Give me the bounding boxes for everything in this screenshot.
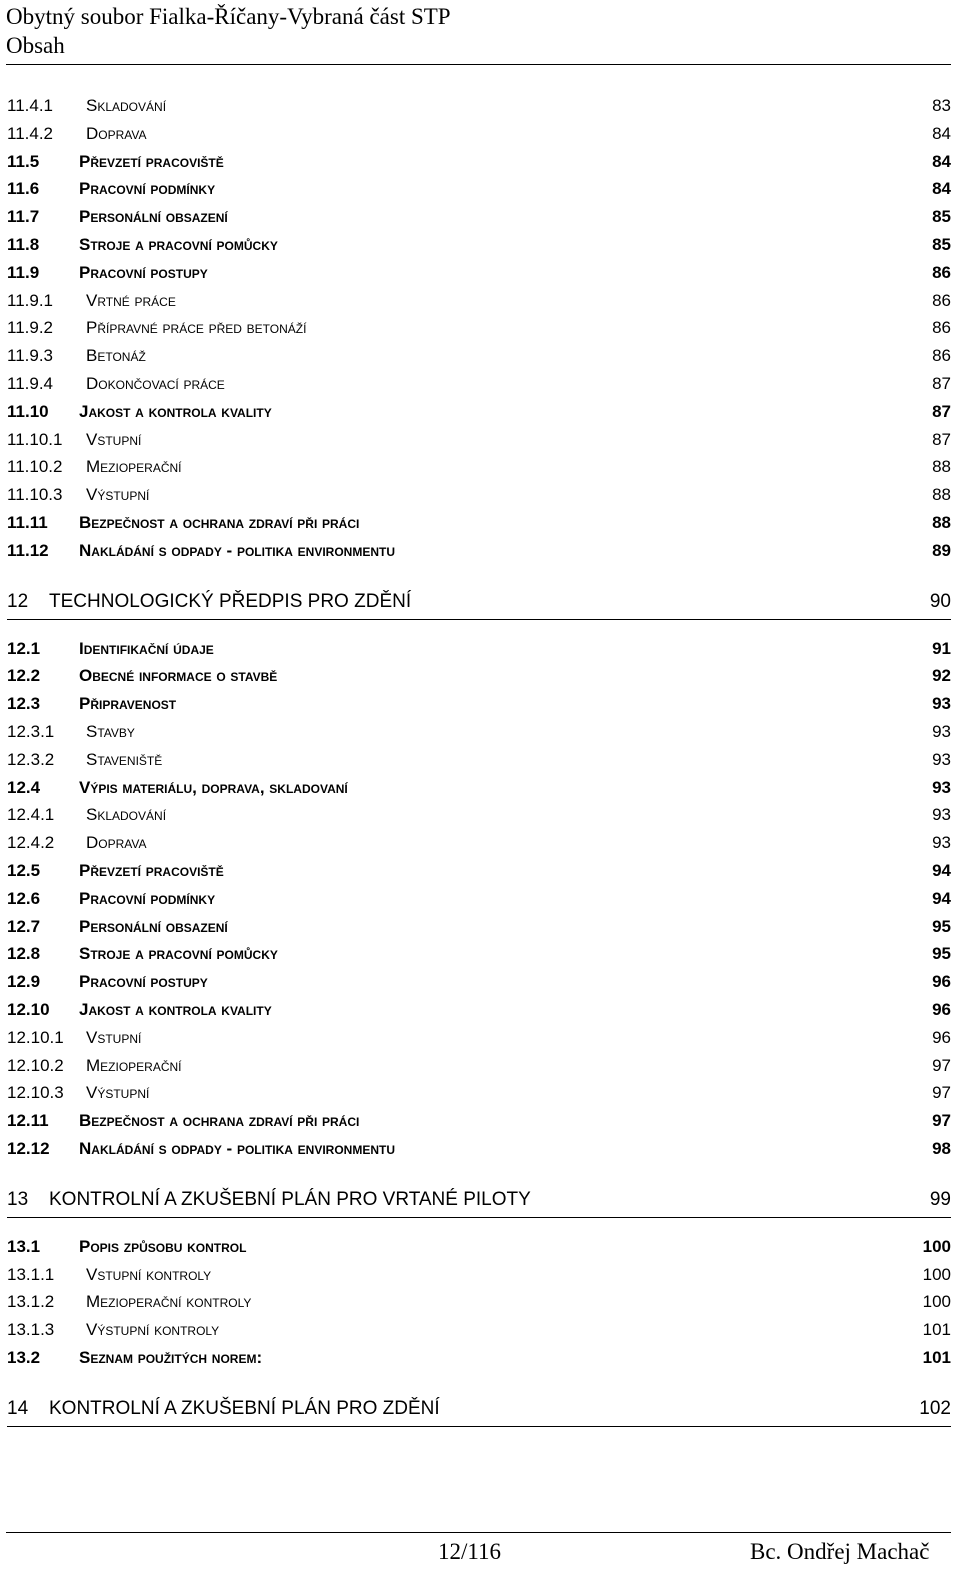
toc-entry-number: 12.10.3 <box>7 1083 64 1103</box>
toc-entry[interactable] <box>7 746 951 774</box>
toc-entry-number: 12.1 <box>7 638 41 658</box>
toc-entry[interactable] <box>7 718 951 746</box>
toc-entry[interactable] <box>7 120 951 148</box>
toc-entry-number: 11.4.1 <box>7 96 54 115</box>
toc-entry-number: 14 <box>7 1397 29 1419</box>
toc-entry-number: 12.3 <box>7 694 41 714</box>
toc-entry-number: 12.11 <box>7 1111 49 1131</box>
toc-entry-page: 83 <box>932 96 951 115</box>
toc-entry[interactable] <box>7 1233 951 1261</box>
toc-entry-page: 93 <box>932 694 951 714</box>
toc-entry-number: 11.10.2 <box>7 457 63 477</box>
toc-entry-title: Pracovní postupy <box>79 262 208 282</box>
toc-entry-number: 12.10 <box>7 1000 50 1019</box>
toc-entry-page: 86 <box>932 262 951 282</box>
toc-entry-title: Mezioperační <box>86 457 182 477</box>
toc-entry-title: Popis způsobu kontrol <box>79 1236 247 1256</box>
toc-entry-page: 97 <box>932 1055 951 1075</box>
toc-entry[interactable] <box>7 481 951 509</box>
author-name: Bc. Ondřej Machač <box>750 1539 930 1564</box>
toc-entry-number: 11.9 <box>7 262 40 282</box>
toc-entry-title: Skladování <box>86 805 167 825</box>
toc-entry[interactable] <box>7 996 951 1024</box>
toc-entry-title: Stroje a pracovní pomůcky <box>79 944 278 964</box>
toc-entry[interactable] <box>7 1052 951 1080</box>
toc-entry-title: Doprava <box>86 833 147 853</box>
toc-entry-title: Jakost a kontrola kvality <box>79 1000 272 1019</box>
toc-entry-number: 12.12 <box>7 1139 50 1158</box>
toc-entry-number: 11.9.2 <box>7 318 54 338</box>
toc-entry[interactable] <box>7 453 951 481</box>
toc-entry-title: Mezioperační <box>86 1055 182 1075</box>
toc-entry[interactable] <box>7 690 951 718</box>
toc-entry-page: 84 <box>932 123 951 143</box>
toc-entry[interactable] <box>7 801 951 829</box>
toc-entry-title: Výpis materiálu, doprava, skladovaní <box>79 777 348 797</box>
toc-entry-number: 11.11 <box>7 513 48 532</box>
toc-entry[interactable] <box>7 509 951 537</box>
toc-entry-number: 12.3.1 <box>7 722 55 741</box>
toc-entry[interactable] <box>7 1316 951 1344</box>
toc-entry-page: 96 <box>932 1000 951 1019</box>
toc-entry[interactable] <box>7 1135 951 1163</box>
toc-entry[interactable] <box>7 1079 951 1107</box>
toc-entry-number: 13.1.2 <box>7 1292 55 1312</box>
toc-entry-page: 88 <box>932 485 951 505</box>
toc-entry[interactable] <box>7 1392 951 1427</box>
toc-entry-number: 12.4 <box>7 777 41 797</box>
toc-entry-page: 84 <box>932 151 951 171</box>
toc-entry-title: Vrtné práce <box>86 290 176 310</box>
toc-entry-title: Jakost a kontrola kvality <box>79 401 272 421</box>
toc-entry-number: 13.1 <box>7 1236 41 1256</box>
toc-entry-page: 99 <box>929 1188 951 1210</box>
toc-entry-number: 11.12 <box>7 540 49 560</box>
page-number: 12/116 <box>438 1539 502 1564</box>
toc-entry-page: 96 <box>932 1027 951 1047</box>
toc-entry-title: Vstupní <box>86 429 142 449</box>
toc-entry-number: 11.10.1 <box>7 429 63 449</box>
toc-entry-title: Vstupní kontroly <box>86 1264 212 1284</box>
toc-entry-page: 90 <box>929 590 951 612</box>
toc-entry-title: Personální obsazení <box>79 916 228 936</box>
toc-entry-title: Bezpečnost a ochrana zdraví při práci <box>79 513 360 532</box>
toc-entry-page: 84 <box>932 179 951 199</box>
toc-entry-title: Převzetí pracoviště <box>79 861 224 880</box>
toc-entry-title: Doprava <box>86 123 147 143</box>
toc-entry-title: Pracovní podmínky <box>79 179 216 199</box>
toc-entry-number: 11.7 <box>7 207 40 227</box>
section-title: Obsah <box>6 33 65 58</box>
toc-entry[interactable] <box>7 774 951 802</box>
toc-entry[interactable] <box>7 585 951 620</box>
toc-entry-title: Převzetí pracoviště <box>79 151 224 171</box>
toc-entry-page: 100 <box>922 1236 951 1256</box>
toc-entry-number: 12.6 <box>7 888 41 908</box>
toc-entry-title: Seznam použitých norem: <box>79 1348 263 1367</box>
toc-entry[interactable] <box>7 857 951 885</box>
toc-entry[interactable] <box>7 1344 951 1372</box>
toc-entry[interactable] <box>7 398 951 426</box>
toc-entry[interactable] <box>7 662 951 690</box>
toc-entry-page: 93 <box>932 777 951 797</box>
toc-entry-number: 12 <box>7 590 29 612</box>
page-footer <box>6 1532 951 1564</box>
toc-entry[interactable] <box>7 537 951 565</box>
toc-entry-page: 89 <box>932 540 951 560</box>
toc-entry-title: Výstupní <box>86 485 150 505</box>
toc-entry-page: 96 <box>932 972 951 992</box>
toc-entry-page: 92 <box>932 666 951 686</box>
toc-entry[interactable] <box>7 1288 951 1316</box>
toc-entry-number: 11.10.3 <box>7 485 63 505</box>
toc-entry-page: 88 <box>932 513 951 532</box>
toc-entry[interactable] <box>7 1024 951 1052</box>
toc-entry-page: 101 <box>922 1348 951 1367</box>
toc-entry-page: 97 <box>932 1083 951 1103</box>
toc-entry-title: Vstupní <box>86 1027 142 1047</box>
toc-entry-title: Identifikační údaje <box>79 638 214 658</box>
page-header <box>6 2 951 65</box>
toc-entry-page: 87 <box>932 401 951 421</box>
toc-entry-title: Bezpečnost a ochrana zdraví při práci <box>79 1111 360 1131</box>
toc-entry-title: Stavby <box>86 722 135 741</box>
toc-entry-page: 102 <box>919 1397 951 1419</box>
toc-entry-number: 12.4.2 <box>7 833 55 853</box>
toc-entry-number: 12.10.1 <box>7 1027 64 1047</box>
toc-entry-title: Výstupní <box>86 1083 150 1103</box>
toc-entry-page: 93 <box>932 749 951 769</box>
toc-entry-title: Betonáž <box>86 346 146 366</box>
toc-entry[interactable] <box>7 370 951 398</box>
toc-entry-page: 93 <box>932 833 951 853</box>
toc-entry-title: Výstupní kontroly <box>86 1320 220 1340</box>
toc-entry-page: 91 <box>932 638 951 658</box>
toc-entry[interactable] <box>7 913 951 941</box>
toc-entry-number: 11.9.4 <box>7 374 54 393</box>
toc-entry-number: 11.8 <box>7 235 40 254</box>
toc-entry-page: 95 <box>932 944 951 964</box>
toc-entry-number: 12.8 <box>7 944 41 964</box>
toc-entry[interactable] <box>7 1261 951 1289</box>
toc-entry-number: 12.9 <box>7 972 41 992</box>
document-title: Obytný soubor Fialka-Říčany-Vybraná část STP <box>6 4 451 29</box>
toc-entry[interactable] <box>7 968 951 996</box>
toc-entry-page: 93 <box>932 805 951 825</box>
toc-entry-number: 12.10.2 <box>7 1055 64 1075</box>
toc-entry-page: 86 <box>932 346 951 366</box>
toc-entry[interactable] <box>7 175 951 203</box>
toc-entry-title: Mezioperační kontroly <box>86 1292 252 1312</box>
toc-entry-page: 94 <box>932 888 951 908</box>
toc-entry-title: Skladování <box>86 96 167 115</box>
toc-entry[interactable] <box>7 342 951 370</box>
toc-entry[interactable] <box>7 287 951 315</box>
toc-entry-title: Dokončovací práce <box>86 374 225 393</box>
toc-entry-title: Nakládání s odpady - politika environmentu <box>79 1139 396 1158</box>
toc-entry-number: 12.4.1 <box>7 805 55 825</box>
toc-entry-number: 12.3.2 <box>7 749 55 769</box>
toc-entry[interactable] <box>7 92 951 120</box>
toc-entry-number: 11.10 <box>7 401 49 421</box>
toc-entry-page: 95 <box>932 916 951 936</box>
toc-entry-number: 11.9.3 <box>7 346 54 366</box>
toc-entry-page: 100 <box>922 1292 951 1312</box>
toc-entry-number: 12.7 <box>7 916 41 936</box>
toc-entry-page: 88 <box>932 457 951 477</box>
toc-entry[interactable] <box>7 1183 951 1218</box>
toc-entry-page: 87 <box>932 374 951 393</box>
toc-entry[interactable] <box>7 426 951 454</box>
toc-entry[interactable] <box>7 829 951 857</box>
toc-entry[interactable] <box>7 1107 951 1135</box>
toc-entry-title: Stroje a pracovní pomůcky <box>79 235 278 254</box>
toc-entry-number: 12.2 <box>7 666 41 686</box>
toc-entry-number: 12.5 <box>7 861 41 880</box>
toc-entry[interactable] <box>7 940 951 968</box>
toc-entry-number: 11.4.2 <box>7 123 54 143</box>
toc-entry-page: 86 <box>932 290 951 310</box>
toc-entry[interactable] <box>7 231 951 259</box>
toc-entry[interactable] <box>7 885 951 913</box>
toc-entry-page: 85 <box>932 207 951 227</box>
toc-entry-number: 13.1.1 <box>7 1264 55 1284</box>
toc-entry-page: 100 <box>922 1264 951 1284</box>
toc-entry-title: TECHNOLOGICKÝ PŘEDPIS PRO ZDĚNÍ <box>49 590 412 612</box>
toc-entry-number: 11.5 <box>7 151 40 171</box>
toc-entry-number: 13.2 <box>7 1348 41 1367</box>
toc-entry-title: Obecné informace o stavbě <box>79 666 278 686</box>
toc-entry-page: 87 <box>932 429 951 449</box>
toc-entry-page: 94 <box>932 861 951 880</box>
toc-entry[interactable] <box>7 203 951 231</box>
toc-entry-title: KONTROLNÍ A ZKUŠEBNÍ PLÁN PRO ZDĚNÍ <box>49 1397 440 1419</box>
toc-entry[interactable] <box>7 635 951 663</box>
toc-entry[interactable] <box>7 148 951 176</box>
toc-entry-title: Pracovní postupy <box>79 972 208 992</box>
toc-entry-title: Přípravné práce před betonáží <box>86 318 307 338</box>
toc-entry-title: Pracovní podmínky <box>79 888 216 908</box>
toc-entry-page: 98 <box>932 1139 951 1158</box>
toc-entry-number: 13.1.3 <box>7 1320 55 1340</box>
toc-entry-title: Staveniště <box>86 749 163 769</box>
toc-entry-title: KONTROLNÍ A ZKUŠEBNÍ PLÁN PRO VRTANÉ PILOTY <box>49 1188 531 1210</box>
toc-entry-number: 11.6 <box>7 179 40 199</box>
toc-entry-page: 85 <box>932 235 951 254</box>
toc-entry-page: 101 <box>922 1320 951 1340</box>
toc-entry-title: Připravenost <box>79 694 177 714</box>
toc-entry-title: Personální obsazení <box>79 207 228 227</box>
toc-entry-number: 11.9.1 <box>7 290 54 310</box>
toc-entry-title: Nakládání s odpady - politika environmentu <box>79 540 396 560</box>
toc-entry-page: 93 <box>932 722 951 741</box>
toc-entry-page: 97 <box>932 1111 951 1131</box>
toc-entry-page: 86 <box>932 318 951 338</box>
toc-entry[interactable] <box>7 314 951 342</box>
toc-entry[interactable] <box>7 259 951 287</box>
toc-entry-number: 13 <box>7 1188 29 1210</box>
